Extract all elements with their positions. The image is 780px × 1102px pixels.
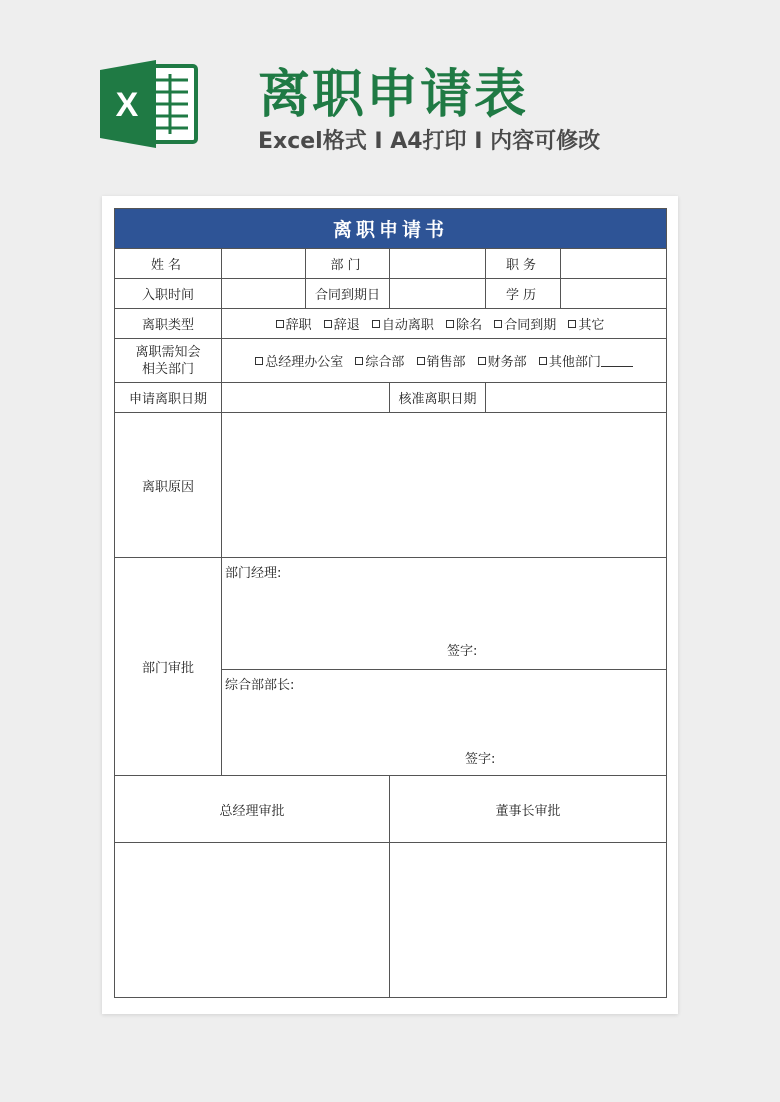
dept-manager-label: 部门经理: xyxy=(225,566,282,581)
approved-date-label: 核准离职日期 xyxy=(390,383,486,413)
resign-type-option[interactable]: 自动离职 xyxy=(372,314,434,333)
other-dept-blank[interactable] xyxy=(601,354,633,367)
resign-type-label: 离职类型 xyxy=(115,309,222,339)
notify-dept-option[interactable]: 财务部 xyxy=(478,351,527,370)
reason-field[interactable] xyxy=(222,413,667,558)
education-field[interactable] xyxy=(561,279,667,309)
chairman-approval-field[interactable] xyxy=(390,843,667,998)
notify-dept-option[interactable]: 综合部 xyxy=(355,351,404,370)
position-field[interactable] xyxy=(561,249,667,279)
resign-type-option[interactable]: 除名 xyxy=(446,314,482,333)
hire-date-field[interactable] xyxy=(222,279,306,309)
page-subtitle: Excel格式 I A4打印 I 内容可修改 xyxy=(258,129,601,154)
logo-letter: X xyxy=(115,86,139,124)
gm-approval-field[interactable] xyxy=(115,843,390,998)
position-label: 职务 xyxy=(486,249,561,279)
department-field[interactable] xyxy=(390,249,486,279)
gm-approval-label: 总经理审批 xyxy=(115,776,390,843)
notify-dept-option[interactable]: 销售部 xyxy=(417,351,466,370)
notify-label-line1: 离职需知会 xyxy=(135,344,201,360)
page-title: 离职申请表 xyxy=(258,65,529,125)
dept-approval-label: 部门审批 xyxy=(115,558,222,776)
apply-date-field[interactable] xyxy=(222,383,390,413)
contract-end-label: 合同到期日 xyxy=(306,279,390,309)
name-label: 姓名 xyxy=(115,249,222,279)
chairman-approval-label: 董事长审批 xyxy=(390,776,667,843)
notify-departments-label xyxy=(115,339,222,383)
notify-department-options xyxy=(222,339,667,383)
notify-label-line2: 相关部门 xyxy=(141,361,194,377)
hire-date-label: 入职时间 xyxy=(115,279,222,309)
form-heading: 离职申请书 xyxy=(115,209,667,249)
resignation-form-table xyxy=(114,208,667,998)
signature-label: 签字: xyxy=(447,644,478,659)
form-sheet xyxy=(102,196,678,1014)
resign-type-option[interactable]: 辞职 xyxy=(276,314,312,333)
general-head-label: 综合部部长: xyxy=(225,678,295,693)
dept-manager-cell[interactable] xyxy=(222,558,667,670)
resign-type-option[interactable]: 辞退 xyxy=(324,314,360,333)
notify-dept-option[interactable]: 其他部门 xyxy=(539,351,633,370)
department-label: 部门 xyxy=(306,249,390,279)
resign-type-options xyxy=(222,309,667,339)
education-label: 学历 xyxy=(486,279,561,309)
name-field[interactable] xyxy=(222,249,306,279)
signature-label: 签字: xyxy=(465,752,496,767)
general-head-cell[interactable] xyxy=(222,670,667,776)
resign-type-option[interactable]: 其它 xyxy=(568,314,604,333)
contract-end-field[interactable] xyxy=(390,279,486,309)
apply-date-label: 申请离职日期 xyxy=(115,383,222,413)
resign-type-option[interactable]: 合同到期 xyxy=(494,314,556,333)
reason-label: 离职原因 xyxy=(115,413,222,558)
excel-logo-icon xyxy=(100,60,200,148)
approved-date-field[interactable] xyxy=(486,383,667,413)
notify-dept-option[interactable]: 总经理办公室 xyxy=(255,351,343,370)
